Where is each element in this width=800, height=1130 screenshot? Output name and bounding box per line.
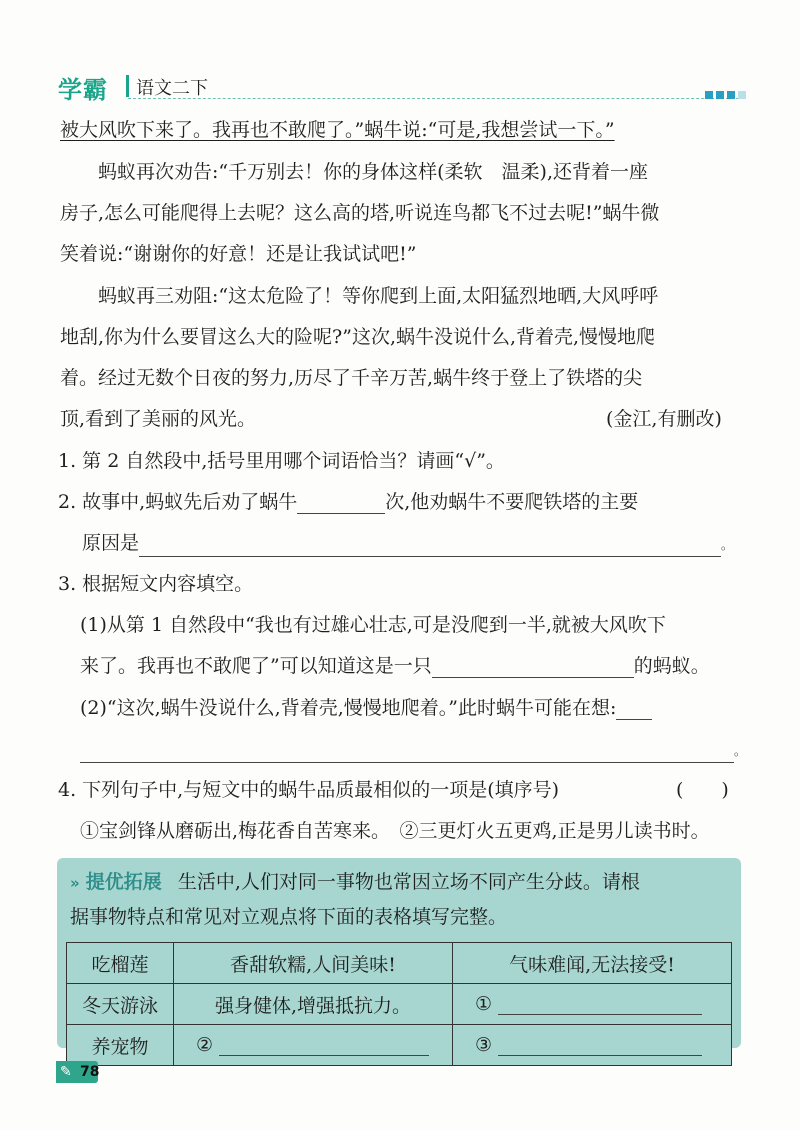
table-cell: 养宠物: [67, 1025, 174, 1066]
extension-line-1: 生活中,人们对同一事物也常因立场不同产生分歧。请根: [177, 871, 640, 893]
passage-line-4: 笑着说:“谢谢你的好意！还是让我试试吧!”: [60, 243, 417, 265]
passage-line-3: 房子,怎么可能爬得上去呢？这么高的塔,听说连鸟都飞不过去呢!”蜗牛微: [60, 202, 660, 224]
page-number-badge: [56, 1061, 98, 1083]
question-1: 1. 第 2 自然段中,括号里用哪个词语恰当？请画“√”。: [58, 450, 505, 472]
passage-line-8: 顶,看到了美丽的风光。: [60, 408, 257, 430]
question-4: 4. 下列句子中,与短文中的蜗牛品质最相似的一项是(填序号): [58, 779, 560, 801]
passage-line-1: 被大风吹下来了。我再也不敢爬了。”蜗牛说:“可是,我想尝试一下。”: [60, 119, 615, 141]
question-2-blank-reason[interactable]: [139, 556, 721, 557]
passage-line-6: 地刮,你为什么要冒这么大的险呢?”这次,蜗牛没说什么,背着壳,慢慢地爬: [60, 326, 656, 348]
subject-title: 语文二下: [136, 78, 208, 99]
question-3-2-blank-a[interactable]: [616, 719, 652, 720]
table-cell: 强身健体,增强抵抗力。: [174, 984, 453, 1025]
question-4-answer-box[interactable]: ( ): [676, 779, 729, 801]
question-3-2-text: (2)“这次,蜗牛没说什么,背着壳,慢慢地爬着。”此时蜗牛可能在想:: [80, 697, 617, 719]
brand-logo: 学霸: [58, 76, 108, 104]
passage-source: (金江,有删改): [606, 408, 722, 430]
question-3-1-line-1: (1)从第 1 自然段中“我也有过雄心壮志,可是没爬到一半,就被大风吹下: [80, 614, 666, 636]
question-2-text-b: 次,他劝蜗牛不要爬铁塔的主要: [385, 491, 639, 513]
extension-line-2: 据事物特点和常见对立观点将下面的表格填写完整。: [70, 906, 508, 928]
table-row: [67, 984, 732, 1025]
table-answer-cell[interactable]: ①: [453, 984, 732, 1025]
question-2-text-c: 原因是: [82, 532, 140, 554]
table-row: [67, 943, 732, 984]
table-row: [67, 1025, 732, 1066]
page-number: 78: [80, 1064, 100, 1080]
question-2-reason: 原因是 。: [82, 531, 733, 557]
opinion-table: [66, 942, 732, 1066]
question-3-1-text: 来了。我再也不敢爬了”可以知道这是一只: [80, 655, 432, 677]
question-3-2-line-2: 。: [80, 737, 746, 763]
extension-heading: [70, 870, 640, 895]
question-2-blank-count[interactable]: [297, 513, 385, 514]
question-3-2-blank-b[interactable]: [80, 762, 734, 763]
pencil-icon: ✎: [60, 1064, 72, 1080]
table-answer-cell[interactable]: ②: [174, 1025, 453, 1066]
brand-divider: [126, 75, 129, 97]
question-3-2-line: [80, 696, 652, 720]
question-3-1-line-2: [80, 654, 710, 678]
chevron-right-icon: »: [70, 874, 80, 892]
header-decor-icon: [702, 84, 746, 103]
table-answer-cell[interactable]: ③: [453, 1025, 732, 1066]
question-3: 3. 根据短文内容填空。: [58, 573, 254, 595]
passage-line-2: 蚂蚁再次劝告:“千万别去！你的身体这样(柔软 温柔),还背着一座: [98, 161, 648, 183]
question-4-options: ①宝剑锋从磨砺出,梅花香自苦寒来。 ②三更灯火五更鸡,正是男儿读书时。: [80, 820, 710, 842]
page-header: [50, 68, 750, 104]
table-cell: 香甜软糯,人间美味!: [174, 943, 453, 984]
question-2-prompt: [58, 490, 638, 514]
header-rule: [128, 98, 744, 99]
table-cell: 气味难闻,无法接受!: [453, 943, 732, 984]
question-3-1-tail: 的蚂蚁。: [633, 655, 710, 677]
extension-title: 提优拓展: [85, 871, 162, 893]
question-3-1-blank[interactable]: [432, 677, 634, 678]
question-2-text-a: 2. 故事中,蚂蚁先后劝了蜗牛: [58, 491, 298, 513]
table-cell: 吃榴莲: [67, 943, 174, 984]
passage-line-5: 蚂蚁再三劝阻:“这太危险了！等你爬到上面,太阳猛烈地晒,大风呼呼: [98, 285, 659, 307]
table-cell: 冬天游泳: [67, 984, 174, 1025]
passage-line-7: 着。经过无数个日夜的努力,历尽了千辛万苦,蜗牛终于登上了铁塔的尖: [60, 367, 643, 389]
